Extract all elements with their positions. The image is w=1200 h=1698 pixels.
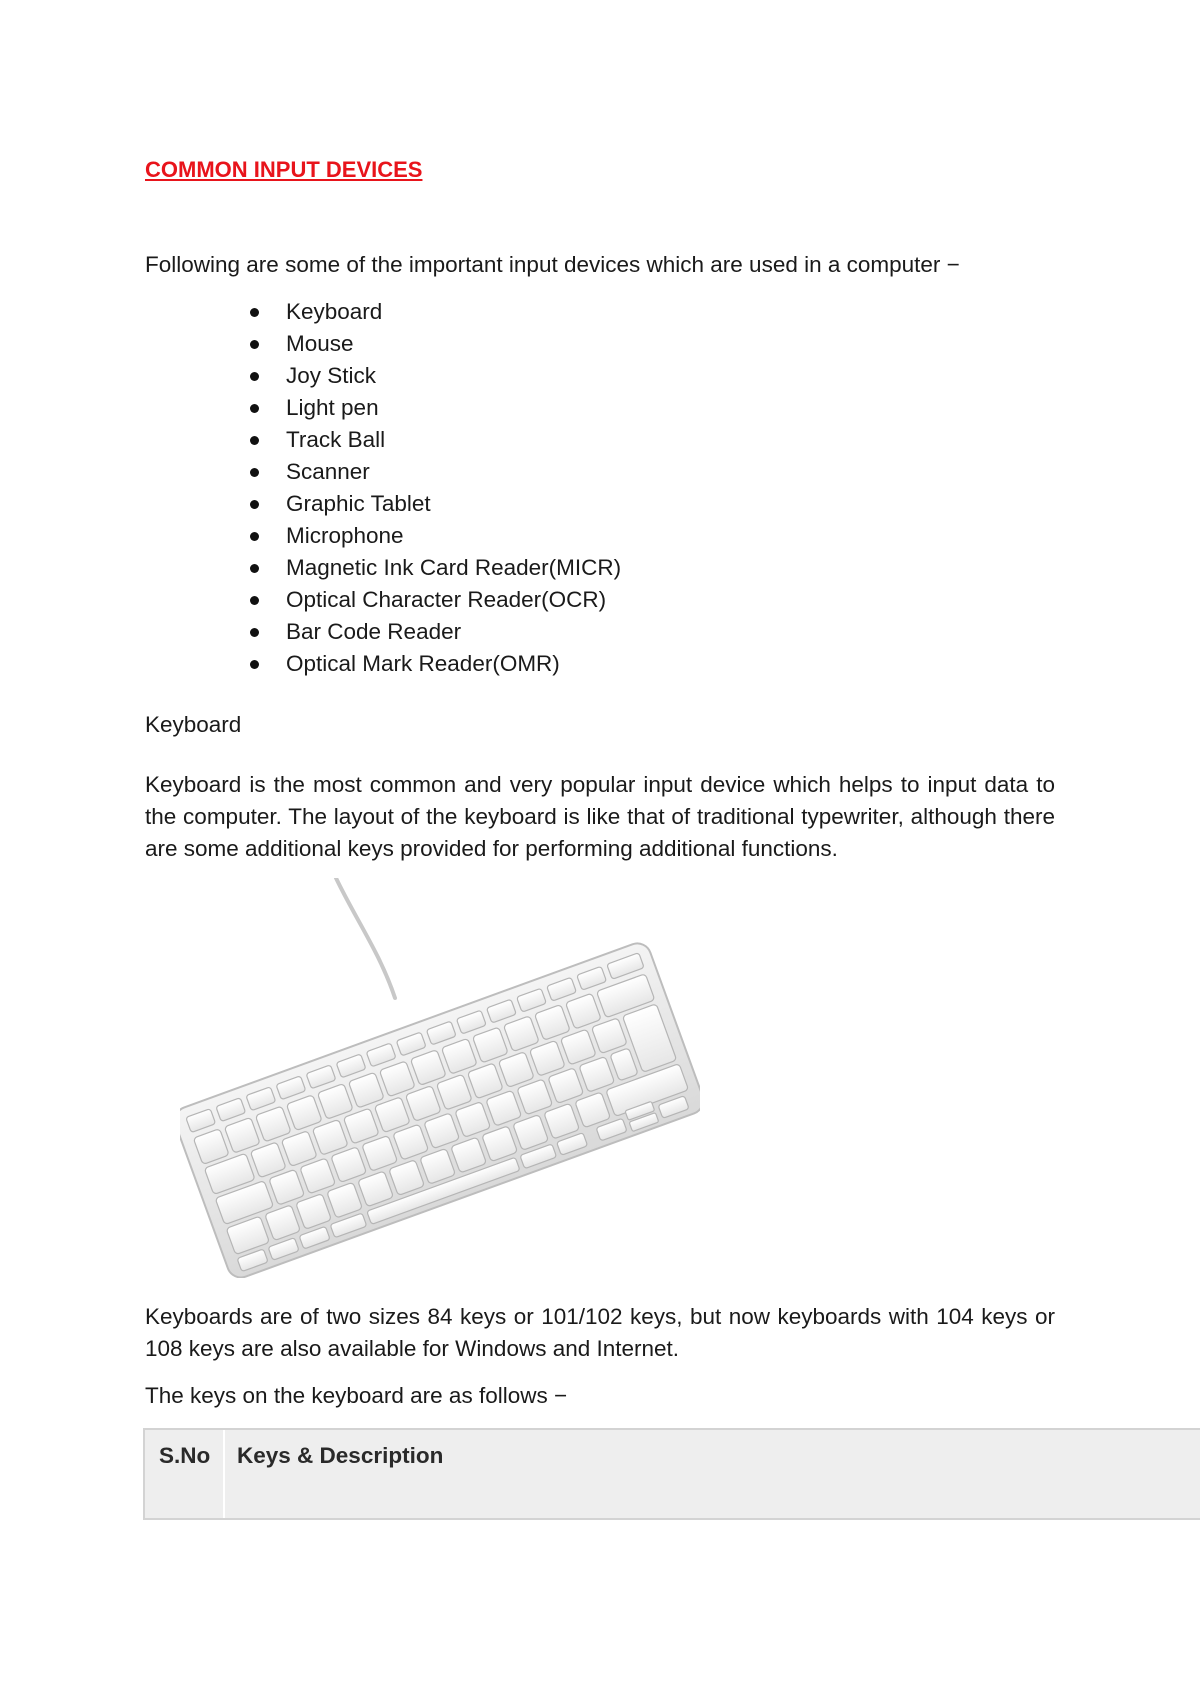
list-item: Bar Code Reader xyxy=(240,618,621,650)
keyboard-image xyxy=(180,878,700,1278)
list-item: Track Ball xyxy=(240,426,621,458)
keys-table-header xyxy=(143,1428,1200,1520)
bullet-icon xyxy=(250,500,259,509)
bullet-icon xyxy=(250,468,259,477)
bullet-icon xyxy=(250,564,259,573)
keyboard-section-title: Keyboard xyxy=(145,712,242,737)
bullet-icon xyxy=(250,436,259,445)
column-header-description: Keys & Description xyxy=(237,1443,444,1468)
page-heading: COMMON INPUT DEVICES xyxy=(145,157,423,182)
bullet-icon xyxy=(250,372,259,381)
keyboard-body xyxy=(180,940,700,1278)
input-device-list xyxy=(240,298,621,682)
list-item: Joy Stick xyxy=(240,362,621,394)
bullet-icon xyxy=(250,308,259,317)
keyboard-description: Keyboard is the most common and very popular input device which helps to input data to the computer. The layout of the keyboard is like that of traditional typewriter, although there are some additional keys provided for performing additional functions. xyxy=(145,772,1055,861)
bullet-icon xyxy=(250,404,259,413)
bullet-icon xyxy=(250,628,259,637)
list-item: Magnetic Ink Card Reader(MICR) xyxy=(240,554,621,586)
list-item: Optical Mark Reader(OMR) xyxy=(240,650,621,682)
bullet-icon xyxy=(250,340,259,349)
keyboard-sizes-text: Keyboards are of two sizes 84 keys or 101/102 keys, but now keyboards with 104 keys or 108 keys are also available for Windows and Internet. xyxy=(145,1304,1055,1361)
intro-text: Following are some of the important input devices which are used in a computer − xyxy=(145,252,960,277)
list-item: Optical Character Reader(OCR) xyxy=(240,586,621,618)
list-item: Mouse xyxy=(240,330,621,362)
column-header-sno: S.No xyxy=(145,1430,225,1518)
bullet-icon xyxy=(250,596,259,605)
list-item: Keyboard xyxy=(240,298,621,330)
list-item: Light pen xyxy=(240,394,621,426)
list-item: Microphone xyxy=(240,522,621,554)
list-item: Graphic Tablet xyxy=(240,490,621,522)
keyboard-cable xyxy=(336,878,395,998)
keys-intro-text: The keys on the keyboard are as follows − xyxy=(145,1383,568,1408)
list-item: Scanner xyxy=(240,458,621,490)
bullet-icon xyxy=(250,660,259,669)
bullet-icon xyxy=(250,532,259,541)
